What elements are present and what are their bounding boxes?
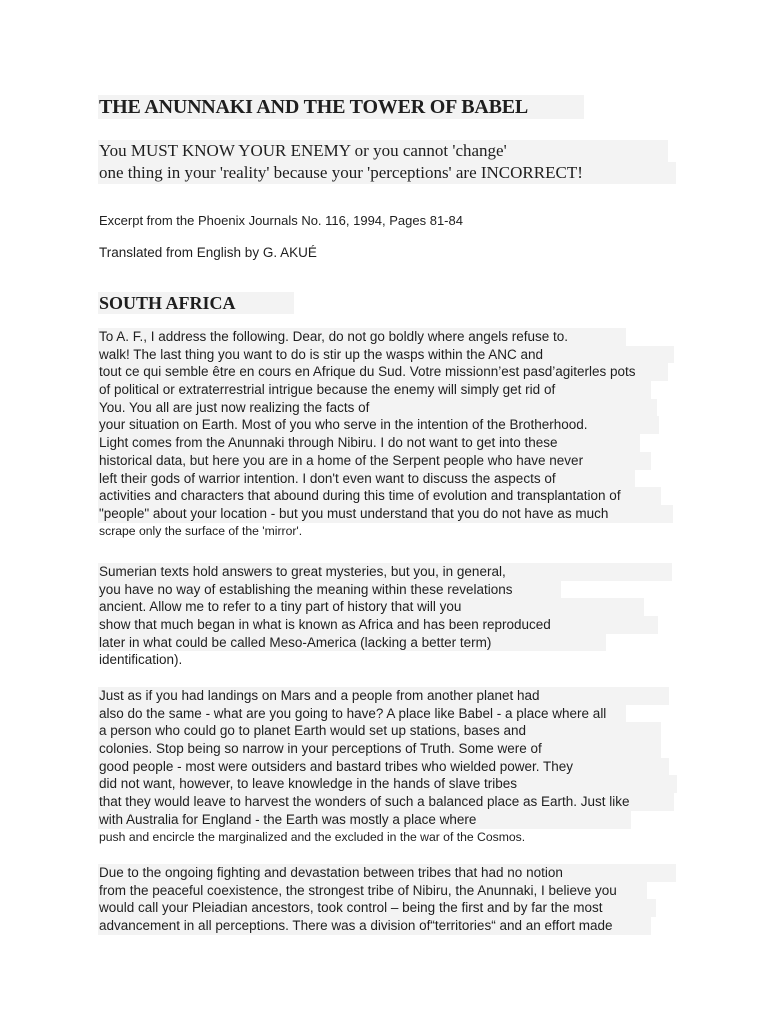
- paragraph-line: left their gods of warrior intention. I don't even want to discuss the aspects of: [99, 470, 636, 488]
- paragraph-line: with Australia for England - the Earth was mostly a place where: [99, 811, 630, 829]
- paragraph-line: historical data, but here you are in a home of the Serpent people who have never: [99, 452, 636, 470]
- paragraph-line: also do the same - what are you going to have? A place like Babel - a place where all: [99, 705, 630, 723]
- paragraph-line: you have no way of establishing the meaning within these revelations: [99, 581, 551, 599]
- paragraph-line: a person who could go to planet Earth would set up stations, bases and: [99, 722, 630, 740]
- subtitle-line: one thing in your 'reality' because your 'perceptions' are INCORRECT!: [99, 162, 583, 184]
- paragraph-line: identification).: [99, 652, 183, 668]
- paragraph-2: [99, 563, 551, 669]
- paragraph-line: that they would leave to harvest the wonders of such a balanced place as Earth. Just like: [99, 793, 630, 811]
- section-heading: SOUTH AFRICA: [99, 292, 236, 314]
- paragraph-line: good people - most were outsiders and bastard tribes who wielded power. They: [99, 758, 630, 776]
- paragraph-4: [99, 864, 617, 935]
- paragraph-line: Due to the ongoing fighting and devastation between tribes that had no notion: [99, 864, 617, 882]
- translation-credit: Translated from English by G. AKUÉ: [99, 245, 317, 260]
- paragraph-line: You. You all are just now realizing the facts of: [99, 399, 636, 417]
- paragraph-3: [99, 687, 630, 846]
- paragraph-line: of political or extraterrestrial intrigue because the enemy will simply get rid of: [99, 381, 636, 399]
- document-title-text: THE ANUNNAKI AND THE TOWER OF BABEL: [99, 96, 529, 118]
- paragraph-line: tout ce qui semble être en cours en Afrique du Sud. Votre missionn’est pasd’agiterles pots: [99, 363, 636, 381]
- paragraph-line: show that much began in what is known as Africa and has been reproduced: [99, 616, 551, 634]
- paragraph-1: [99, 328, 636, 540]
- paragraph-line: "people" about your location - but you must understand that you do not have as much: [99, 505, 636, 523]
- paragraph-line: would call your Pleiadian ancestors, took control – being the first and by far the most: [99, 899, 617, 917]
- paragraph-line: activities and characters that abound during this time of evolution and transplantation of: [99, 487, 636, 505]
- subtitle-line: You MUST KNOW YOUR ENEMY or you cannot 'change': [99, 140, 583, 162]
- paragraph-line: To A. F., I address the following. Dear, do not go boldly where angels refuse to.: [99, 328, 636, 346]
- excerpt-source: Excerpt from the Phoenix Journals No. 116, 1994, Pages 81-84: [99, 213, 463, 228]
- paragraph-line: did not want, however, to leave knowledge in the hands of slave tribes: [99, 775, 630, 793]
- paragraph-line: later in what could be called Meso-America (lacking a better term): [99, 634, 551, 652]
- paragraph-line: Sumerian texts hold answers to great mysteries, but you, in general,: [99, 563, 551, 581]
- paragraph-line: scrape only the surface of the 'mirror'.: [99, 523, 303, 538]
- paragraph-line: ancient. Allow me to refer to a tiny part of history that will you: [99, 598, 551, 616]
- paragraph-line: your situation on Earth. Most of you who serve in the intention of the Brotherhood.: [99, 416, 636, 434]
- paragraph-line: from the peaceful coexistence, the strongest tribe of Nibiru, the Anunnaki, I believe you: [99, 882, 617, 900]
- paragraph-line: colonies. Stop being so narrow in your perceptions of Truth. Some were of: [99, 740, 630, 758]
- paragraph-line: push and encircle the marginalized and the excluded in the war of the Cosmos.: [99, 829, 526, 844]
- paragraph-line: walk! The last thing you want to do is stir up the wasps within the ANC and: [99, 346, 636, 364]
- document-title: [99, 95, 528, 119]
- paragraph-line: Just as if you had landings on Mars and a people from another planet had: [99, 687, 630, 705]
- document-subtitle: [99, 140, 583, 184]
- paragraph-line: advancement in all perceptions. There was a division of“territories“ and an effort made: [99, 917, 617, 935]
- paragraph-line: Light comes from the Anunnaki through Nibiru. I do not want to get into these: [99, 434, 636, 452]
